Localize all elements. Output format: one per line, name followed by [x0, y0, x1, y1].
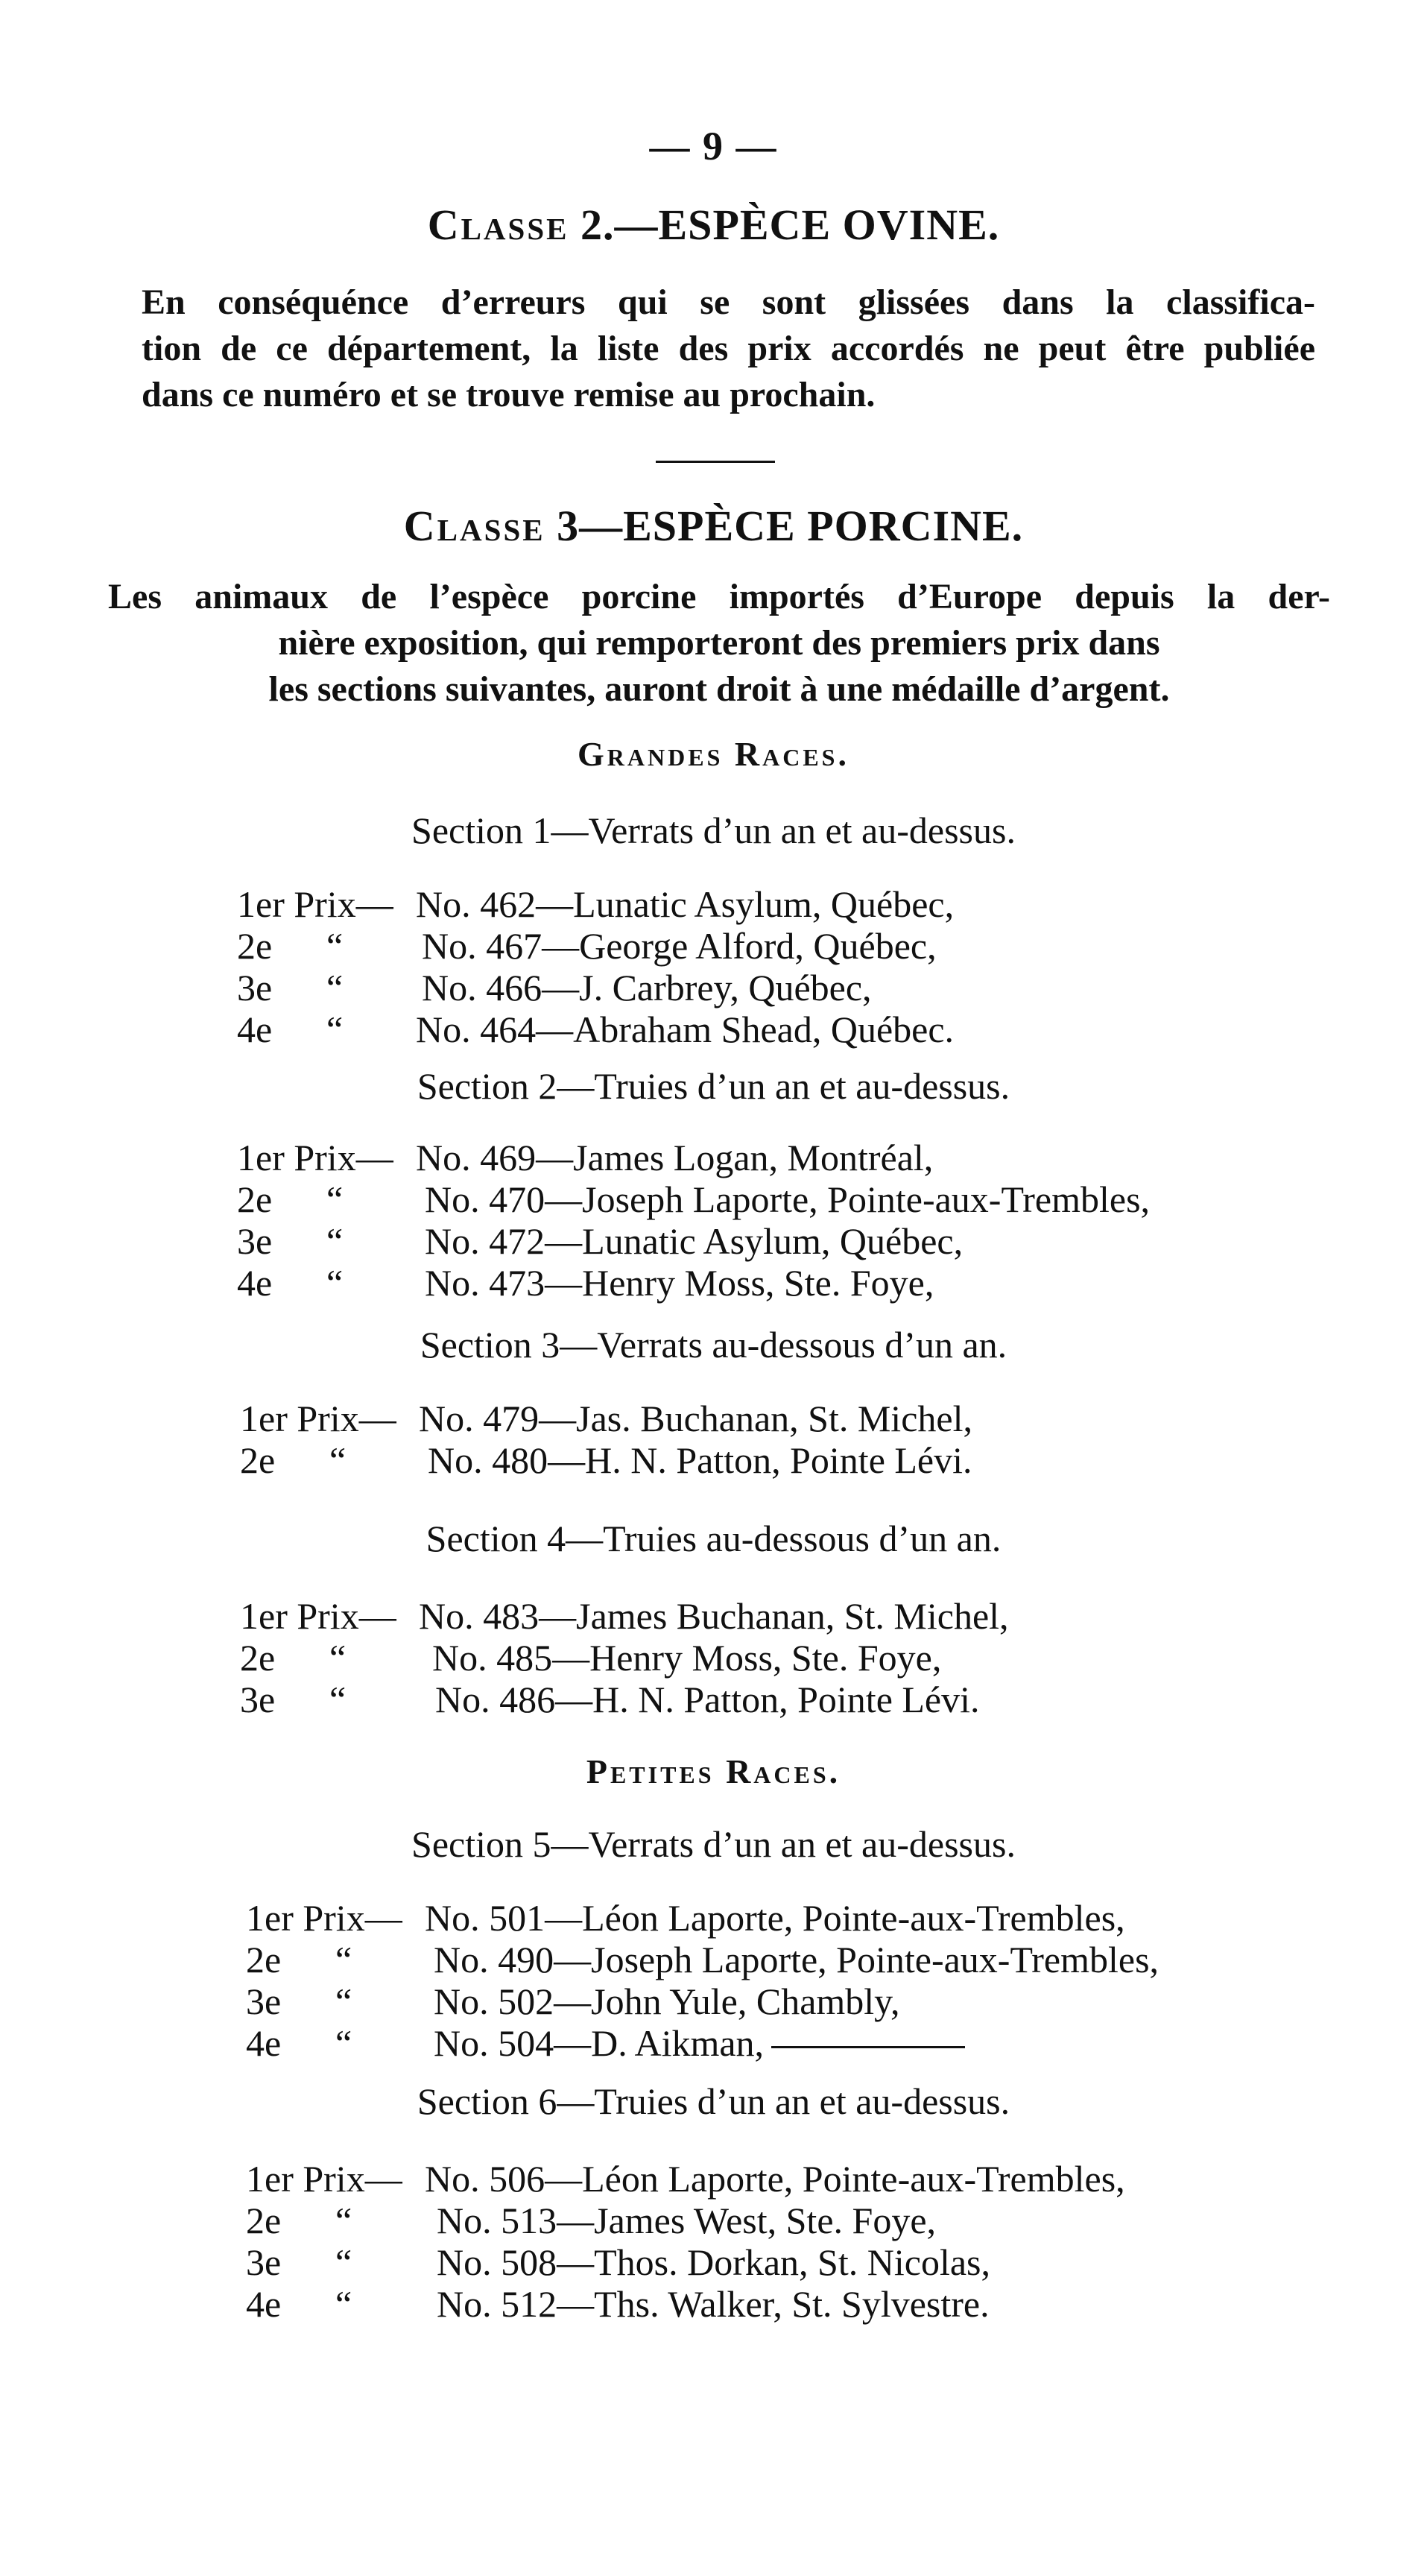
prize-text: No. 512—Ths. Walker, St. Sylvestre.: [437, 2283, 990, 2325]
section-3-entries: [240, 1398, 1283, 1481]
prize-entry: [246, 1980, 1334, 2022]
grandes-races-heading: Grandes Races.: [578, 735, 849, 773]
ditto-mark: “: [326, 967, 344, 1008]
blank-dash-rule: [771, 2046, 965, 2048]
prize-text: No. 501—Léon Laporte, Pointe-aux-Trembles,: [425, 1897, 1125, 1939]
ditto-mark: “: [329, 1439, 347, 1481]
ditto-mark: “: [326, 925, 344, 967]
prize-rank: 4e: [246, 2283, 282, 2325]
prize-rank: 2e: [240, 1637, 276, 1679]
prize-text: No. 490—Joseph Laporte, Pointe-aux-Trembles,: [434, 1939, 1159, 1980]
prize-entry: [240, 1398, 1283, 1439]
prize-entry: [246, 2022, 1334, 2064]
paragraph-line: En conséquénce d’erreurs qui se sont glissées dans la classifica-: [142, 282, 1315, 322]
classe-2-paragraph: [142, 280, 1315, 418]
ditto-mark: “: [335, 1980, 352, 2022]
section-1-entries: [237, 883, 1280, 1050]
ditto-mark: “: [335, 2241, 352, 2283]
prize-rank: 4e: [237, 1262, 273, 1304]
section-1-title: Section 1—Verrats d’un an et au-dessus.: [411, 809, 1016, 851]
paragraph-line: Les animaux de l’espèce porcine importés d’Europe depuis la der-: [108, 577, 1330, 616]
prize-text: No. 464—Abraham Shead, Québec.: [416, 1008, 955, 1050]
prize-rank: 2e: [246, 1939, 282, 1980]
classe-3-heading-title: 3—ESPÈCE PORCINE.: [545, 502, 1024, 550]
prize-entry: [246, 2241, 1334, 2283]
classe-2-heading-title: 2.—ESPÈCE OVINE.: [569, 201, 1000, 249]
ditto-mark: “: [329, 1679, 347, 1720]
section-3-title: Section 3—Verrats au-dessous d’un an.: [420, 1324, 1007, 1366]
prize-rank: 3e: [237, 967, 273, 1008]
prize-entry: [237, 883, 1280, 925]
classe-2-heading: [0, 200, 1427, 250]
petites-races-heading: Petites Races.: [586, 1752, 841, 1790]
prize-entry: [246, 2200, 1334, 2241]
section-5-entries: [246, 1897, 1334, 2064]
prize-text-value: No. 504—D. Aikman,: [434, 2022, 765, 2064]
section-6-entries: [246, 2158, 1334, 2325]
prize-text: No. 513—James West, Ste. Foye,: [437, 2200, 937, 2241]
ditto-mark: “: [335, 2022, 352, 2064]
prize-rank: 1er Prix—: [237, 883, 393, 925]
classe-3-heading: [0, 501, 1427, 551]
ditto-mark: “: [329, 1637, 347, 1679]
prize-text: No. 462—Lunatic Asylum, Québec,: [416, 883, 955, 925]
prize-text: No. 473—Henry Moss, Ste. Foye,: [425, 1262, 934, 1304]
prize-rank: 3e: [240, 1679, 276, 1720]
prize-entry: [237, 1262, 1295, 1304]
classe-2-heading-prefix: Classe: [427, 201, 569, 249]
prize-rank: 1er Prix—: [240, 1595, 396, 1637]
prize-rank: 2e: [237, 925, 273, 967]
prize-text: No. 467—George Alford, Québec,: [422, 925, 937, 967]
prize-entry: [237, 1178, 1295, 1220]
prize-text: No. 502—John Yule, Chambly,: [434, 1980, 900, 2022]
prize-rank: 2e: [240, 1439, 276, 1481]
prize-text: No. 466—J. Carbrey, Québec,: [422, 967, 872, 1008]
prize-text: No. 485—Henry Moss, Ste. Foye,: [432, 1637, 942, 1679]
prize-entry: [246, 2283, 1334, 2325]
page-number: — 9 —: [649, 124, 778, 168]
prize-entry: [240, 1439, 1283, 1481]
prize-rank: 1er Prix—: [240, 1398, 396, 1439]
ditto-mark: “: [326, 1220, 344, 1262]
section-6-title: Section 6—Truies d’un an et au-dessus.: [417, 2080, 1010, 2122]
prize-entry: [237, 1137, 1295, 1178]
prize-entry: [237, 1220, 1295, 1262]
ditto-mark: “: [335, 2200, 352, 2241]
prize-entry: [240, 1637, 1283, 1679]
prize-text: No. 480—H. N. Patton, Pointe Lévi.: [428, 1439, 972, 1481]
prize-rank: 3e: [246, 2241, 282, 2283]
prize-entry: [237, 925, 1280, 967]
prize-entry: [240, 1595, 1283, 1637]
ditto-mark: “: [326, 1262, 344, 1304]
prize-entry: [237, 1008, 1280, 1050]
classe-3-paragraph: [108, 574, 1330, 713]
section-2-entries: [237, 1137, 1295, 1304]
ditto-mark: “: [335, 2283, 352, 2325]
prize-rank: 2e: [237, 1178, 273, 1220]
prize-rank: 3e: [237, 1220, 273, 1262]
prize-entry: [237, 967, 1280, 1008]
paragraph-line: tion de ce département, la liste des prix accordés ne peut être publiée: [142, 329, 1315, 368]
ditto-mark: “: [326, 1008, 344, 1050]
paragraph-line: les sections suivantes, auront droit à une médaille d’argent.: [268, 669, 1170, 709]
section-4-entries: [240, 1595, 1283, 1720]
prize-text: No. 470—Joseph Laporte, Pointe-aux-Trembles,: [425, 1178, 1151, 1220]
prize-text: No. 472—Lunatic Asylum, Québec,: [425, 1220, 964, 1262]
prize-entry: [246, 2158, 1334, 2200]
prize-entry: [246, 1939, 1334, 1980]
prize-rank: 1er Prix—: [237, 1137, 393, 1178]
prize-rank: 4e: [237, 1008, 273, 1050]
paragraph-line: dans ce numéro et se trouve remise au prochain.: [142, 375, 876, 414]
prize-text: [434, 2022, 965, 2064]
prize-rank: 4e: [246, 2022, 282, 2064]
prize-text: No. 486—H. N. Patton, Pointe Lévi.: [435, 1679, 980, 1720]
prize-text: No. 479—Jas. Buchanan, St. Michel,: [419, 1398, 972, 1439]
prize-text: No. 506—Léon Laporte, Pointe-aux-Trembles,: [425, 2158, 1125, 2200]
prize-rank: 1er Prix—: [246, 2158, 402, 2200]
prize-text: No. 508—Thos. Dorkan, St. Nicolas,: [437, 2241, 990, 2283]
separator-rule: [656, 461, 775, 463]
prize-text: No. 483—James Buchanan, St. Michel,: [419, 1595, 1009, 1637]
prize-rank: 2e: [246, 2200, 282, 2241]
prize-entry: [246, 1897, 1334, 1939]
paragraph-line: nière exposition, qui remporteront des premiers prix dans: [278, 623, 1160, 663]
prize-rank: 1er Prix—: [246, 1897, 402, 1939]
prize-entry: [240, 1679, 1283, 1720]
section-2-title: Section 2—Truies d’un an et au-dessus.: [417, 1065, 1010, 1107]
ditto-mark: “: [326, 1178, 344, 1220]
prize-text: No. 469—James Logan, Montréal,: [416, 1137, 934, 1178]
prize-rank: 3e: [246, 1980, 282, 2022]
classe-3-heading-prefix: Classe: [403, 502, 545, 550]
section-4-title: Section 4—Truies au-dessous d’un an.: [425, 1518, 1002, 1559]
section-5-title: Section 5—Verrats d’un an et au-dessus.: [411, 1823, 1016, 1865]
ditto-mark: “: [335, 1939, 352, 1980]
